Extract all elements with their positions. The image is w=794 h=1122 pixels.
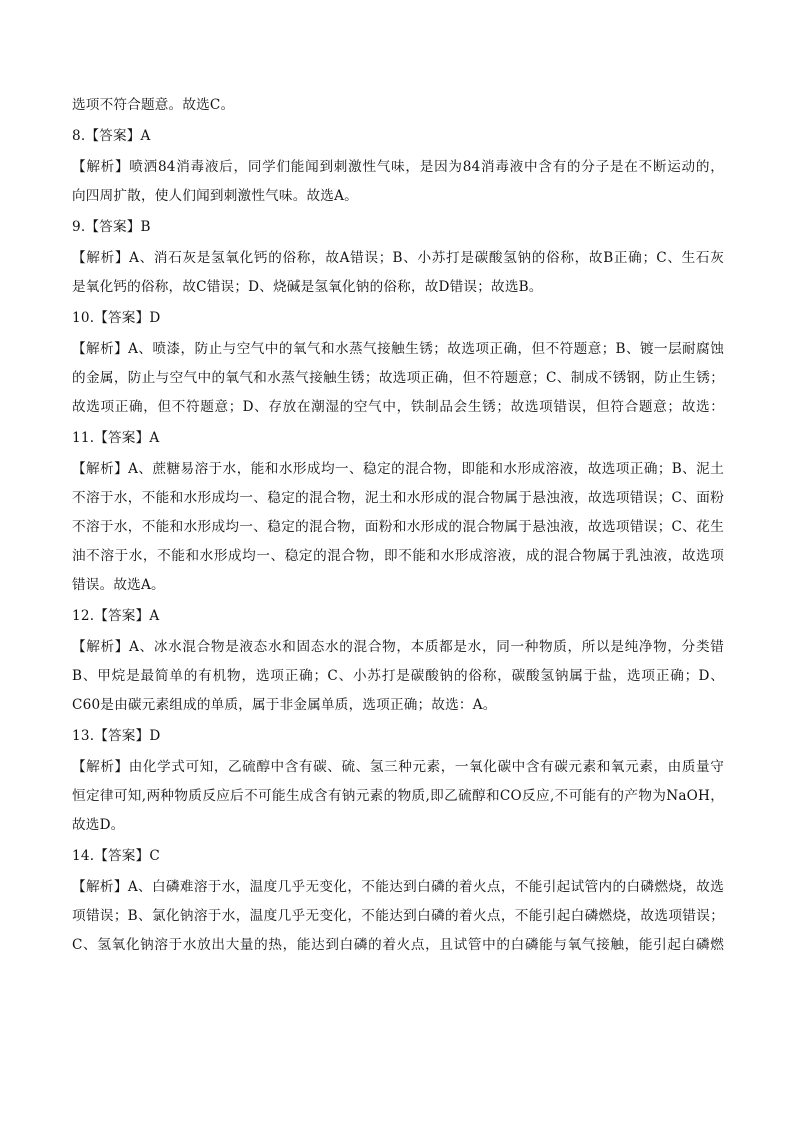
- analysis-9: [72, 249, 724, 296]
- document-page: [72, 96, 724, 967]
- text-line: C60是由碳元素组成的单质，属于非金属单质，选项正确；故选：A。: [72, 697, 497, 713]
- answer-10: 10.【答案】D: [72, 310, 161, 326]
- text-line: 不溶于水，不能和水形成均一、稳定的混合物，面粉和水形成的混合物属于悬浊液，故选项错误；C、花生: [72, 519, 724, 535]
- answer-12: 12.【答案】A: [72, 608, 160, 624]
- answer-14: 14.【答案】C: [72, 848, 160, 864]
- analysis-13: [72, 758, 724, 834]
- text-line: 恒定律可知,两种物质反应后不可能生成含有钠元素的物质,即乙硫醇和CO反应,不可能有的产物为NaOH，: [72, 788, 724, 804]
- answer-13: 13.【答案】D: [72, 728, 161, 744]
- analysis-11: [72, 460, 724, 594]
- answer-8: 8.【答案】A: [72, 128, 151, 144]
- text-line: 错误。故选A。: [72, 577, 165, 593]
- text-line: 故选项正确，但不符题意；D、存放在潮湿的空气中，铁制品会生锈；故选项错误，但符合题意；故选：: [72, 399, 724, 415]
- paragraph-continuation: [72, 96, 724, 114]
- text-line: 的金属，防止与空气中的氧气和水蒸气接触生锈；故选项正确，但不符题意；C、制成不锈钢，防止生锈；: [72, 370, 724, 386]
- text-line: 【解析】由化学式可知，乙硫醇中含有碳、硫、氢三种元素，一氧化碳中含有碳元素和氧元素，由质量守: [72, 759, 724, 775]
- text-line: 油不溶于水，不能和水形成均一、稳定的混合物，即不能和水形成溶液，成的混合物属于乳浊液，故选项: [72, 548, 724, 564]
- text-line: 【解析】A、蔗糖易溶于水，能和水形成均一、稳定的混合物，即能和水形成溶液，故选项正确；B、泥土: [72, 461, 724, 477]
- text-line: 项错误；B、氯化钠溶于水，温度几乎无变化，不能达到白磷的着火点，不能引起白磷燃烧，故选项错误；: [72, 908, 724, 924]
- answer-9: 9.【答案】B: [72, 219, 151, 235]
- text-line: 不溶于水，不能和水形成均一、稳定的混合物，泥土和水形成的混合物属于悬浊液，故选项错误；C、面粉: [72, 490, 724, 506]
- text-line: 【解析】喷洒84消毒液后，同学们能闻到刺激性气味，是因为84消毒液中含有的分子是在不断运动的，: [72, 159, 724, 175]
- analysis-14: [72, 878, 724, 954]
- text-line: 向四周扩散，使人们闻到刺激性气味。故选A。: [72, 188, 358, 204]
- analysis-8: [72, 158, 724, 205]
- answer-11: 11.【答案】A: [72, 430, 160, 446]
- text-line: 【解析】A、白磷难溶于水，温度几乎无变化，不能达到白磷的着火点，不能引起试管内的白磷燃烧，故选: [72, 879, 724, 895]
- analysis-12: [72, 638, 724, 714]
- text-line: C、氢氧化钠溶于水放出大量的热，能达到白磷的着火点，且试管中的白磷能与氧气接触，能引起白磷燃: [72, 937, 724, 953]
- text-line: 【解析】A、消石灰是氢氧化钙的俗称，故A错误；B、小苏打是碳酸氢钠的俗称，故B正确；C、生石灰: [72, 250, 724, 266]
- text-line: 【解析】A、喷漆，防止与空气中的氧气和水蒸气接触生锈；故选项正确，但不符题意；B、镀一层耐腐蚀: [72, 341, 724, 357]
- text-line: 是氧化钙的俗称，故C错误；D、烧碱是氢氧化钠的俗称，故D错误；故选B。: [72, 279, 543, 295]
- text-line: 选项不符合题意。故选C。: [72, 97, 235, 113]
- text-line: 故选D。: [72, 817, 125, 833]
- text-line: 【解析】A、冰水混合物是液态水和固态水的混合物，本质都是水，同一种物质，所以是纯净物，分类错: [72, 639, 724, 655]
- text-line: B、甲烷是最简单的有机物，选项正确；C、小苏打是碳酸钠的俗称，碳酸氢钠属于盐，选项正确；D、: [72, 668, 724, 684]
- analysis-10: [72, 340, 724, 416]
